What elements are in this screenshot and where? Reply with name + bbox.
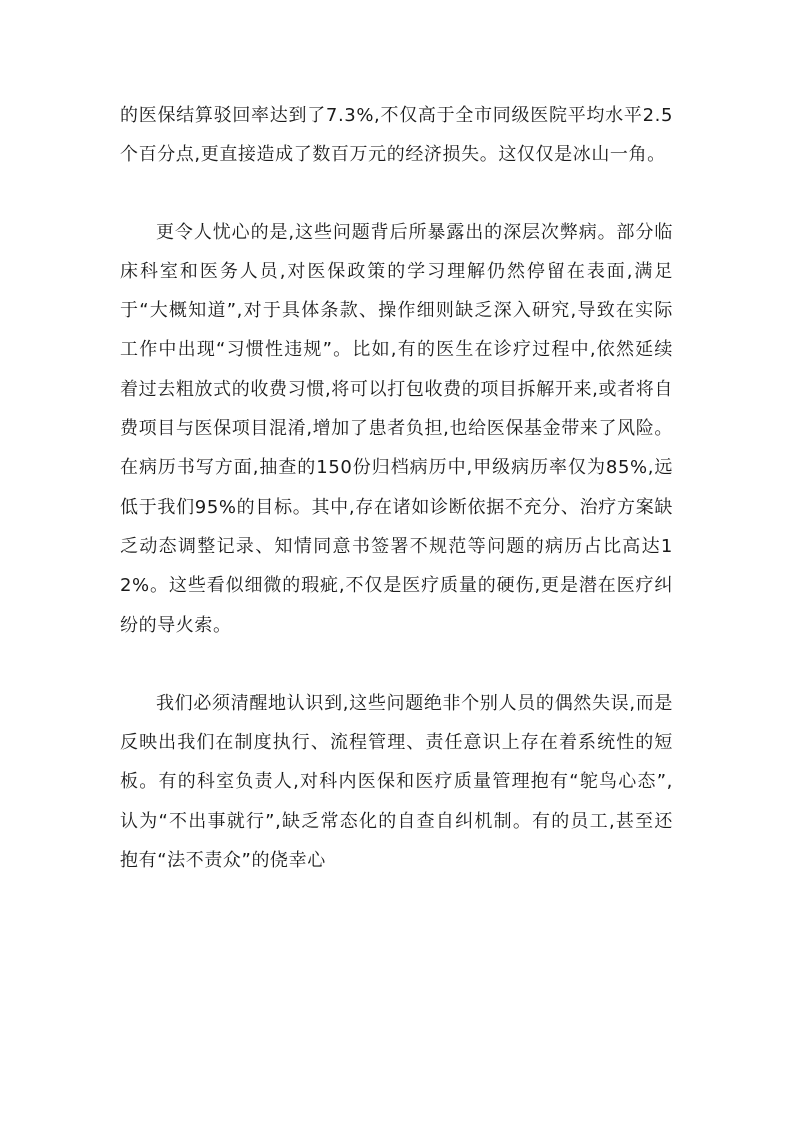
paragraph-spacer xyxy=(120,175,673,213)
paragraph-1: 的医保结算驳回率达到了7.3%,不仅高于全市同级医院平均水平2.5个百分点,更直接造成了数百万元的经济损失。这仅仅是冰山一角。 xyxy=(120,105,673,166)
paragraph-3: 我们必须清醒地认识到,这些问题绝非个别人员的偶然失误,而是反映出我们在制度执行、流程管理、责任意识上存在着系统性的短板。有的科室负责人,对科内医保和医疗质量管理抱有“鸵鸟心态”,认为“不出事就行”,缺乏常态化的自查自纠机制。有的员工,甚至还抱有“法不责众”的侥幸心 xyxy=(120,692,673,872)
document-body xyxy=(120,96,673,880)
paragraph-2: 更令人忧心的是,这些问题背后所暴露出的深层次弊病。部分临床科室和医务人员,对医保政策的学习理解仍然停留在表面,满足于“大概知道”,对于具体条款、操作细则缺乏深入研究,导致在实际工作中出现“习惯性违规”。比如,有的医生在诊疗过程中,依然延续着过去粗放式的收费习惯,将可以打包收费的项目拆解开来,或者将自费项目与医保项目混淆,增加了患者负担,也给医保基金带来了风险。在病历书写方面,抽查的150份归档病历中,甲级病历率仅为85%,远低于我们95%的目标。其中,存在诸如诊断依据不充分、治疗方案缺乏动态调整记录、知情同意书签署不规范等问题的病历占比高达12%。这些看似细微的瑕疵,不仅是医疗质量的硬伤,更是潜在医疗纠纷的导火索。 xyxy=(120,221,673,636)
paragraph-spacer xyxy=(120,645,673,684)
